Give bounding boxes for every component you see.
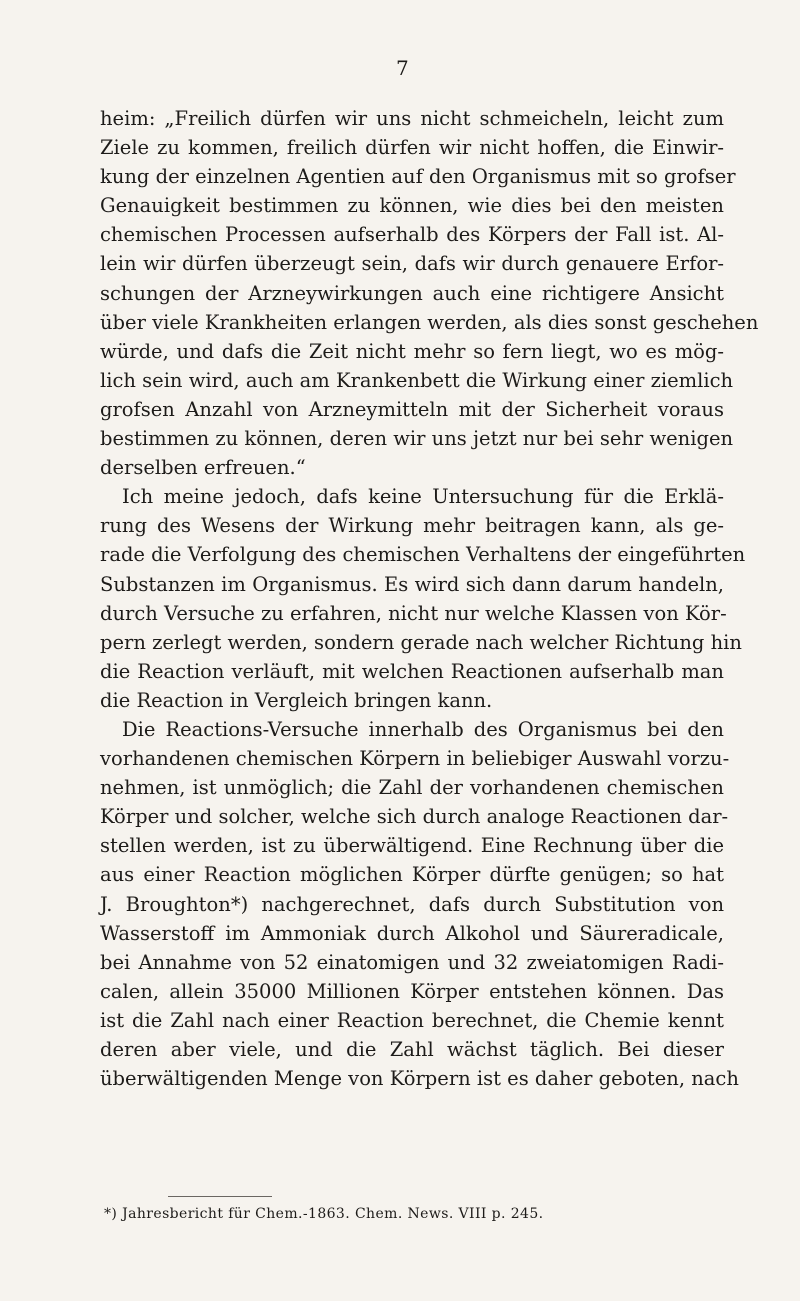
text-line: grofsen Anzahl von Arzneymitteln mit der Sicherheit voraus (100, 397, 724, 421)
text-line: Ziele zu kommen, freilich dürfen wir nicht hoffen, die Einwir- (100, 136, 724, 160)
text-line: über viele Krankheiten erlangen werden, als dies sonst geschehen (100, 310, 759, 334)
text-line: chemischen Processen aufserhalb des Körpers der Fall ist. Al- (100, 223, 724, 247)
text-line: vorhandenen chemischen Körpern in beliebiger Auswahl vorzu- (100, 747, 730, 771)
text-line: die Reaction verläuft, mit welchen Reactionen aufserhalb man (100, 659, 724, 683)
text-line: derselben erfreuen.“ (100, 456, 306, 480)
text-line: durch Versuche zu erfahren, nicht nur welche Klassen von Kör- (100, 601, 727, 625)
text-line: rung des Wesens der Wirkung mehr beitragen kann, als ge- (100, 514, 724, 538)
text-line: J. Broughton*) nachgerechnet, dafs durch Substitution von (100, 892, 724, 916)
text-line: aus einer Reaction möglichen Körper dürfte genügen; so hat (100, 863, 724, 887)
text-line: Körper und solcher, welche sich durch analoge Reactionen dar- (100, 805, 729, 829)
body-text (100, 104, 759, 1093)
text-line: Genauigkeit bestimmen zu können, wie dies bei den meisten (100, 194, 724, 218)
text-line: Die Reactions-Versuche innerhalb des Organismus bei den (122, 717, 724, 741)
text-line: Wasserstoff im Ammoniak durch Alkohol und Säureradicale, (100, 921, 724, 945)
text-line: überwältigenden Menge von Körpern ist es daher geboten, nach (100, 1067, 739, 1091)
text-line: rade die Verfolgung des chemischen Verhaltens der eingeführten (100, 543, 746, 567)
footnote-rule (168, 1196, 272, 1197)
text-line: bei Annahme von 52 einatomigen und 32 zweiatomigen Radi- (100, 950, 724, 974)
text-line: pern zerlegt werden, sondern gerade nach welcher Richtung hin (100, 630, 742, 654)
text-line: würde, und dafs die Zeit nicht mehr so fern liegt, wo es mög- (100, 339, 724, 363)
text-line: deren aber viele, und die Zahl wächst täglich. Bei dieser (100, 1038, 724, 1061)
text-line: lich sein wird, auch am Krankenbett die Wirkung einer ziemlich (100, 368, 734, 392)
text-line: kung der einzelnen Agentien auf den Organismus mit so grofser (100, 165, 736, 189)
text-line: heim: „Freilich dürfen wir uns nicht schmeicheln, leicht zum (100, 107, 724, 130)
text-line: lein wir dürfen überzeugt sein, dafs wir durch genauere Erfor- (100, 252, 724, 276)
text-line: bestimmen zu können, deren wir uns jetzt nur bei sehr wenigen (100, 427, 734, 451)
page-number: 7 (396, 56, 409, 80)
text-line: schungen der Arzneywirkungen auch eine richtigere Ansicht (100, 281, 724, 305)
text-line: Substanzen im Organismus. Es wird sich dann darum handeln, (100, 572, 724, 596)
text-line: ist die Zahl nach einer Reaction berechnet, die Chemie kennt (100, 1008, 724, 1032)
footnote: *) Jahresbericht für Chem.-1863. Chem. News. VIII p. 245. (104, 1206, 544, 1222)
text-line: Ich meine jedoch, dafs keine Untersuchung für die Erklä- (122, 485, 724, 509)
text-line: nehmen, ist unmöglich; die Zahl der vorhandenen chemischen (100, 776, 724, 800)
text-line: calen, allein 35000 Millionen Körper entstehen können. Das (100, 979, 724, 1003)
text-line: stellen werden, ist zu überwältigend. Eine Rechnung über die (100, 834, 724, 858)
text-line: die Reaction in Vergleich bringen kann. (100, 688, 493, 712)
